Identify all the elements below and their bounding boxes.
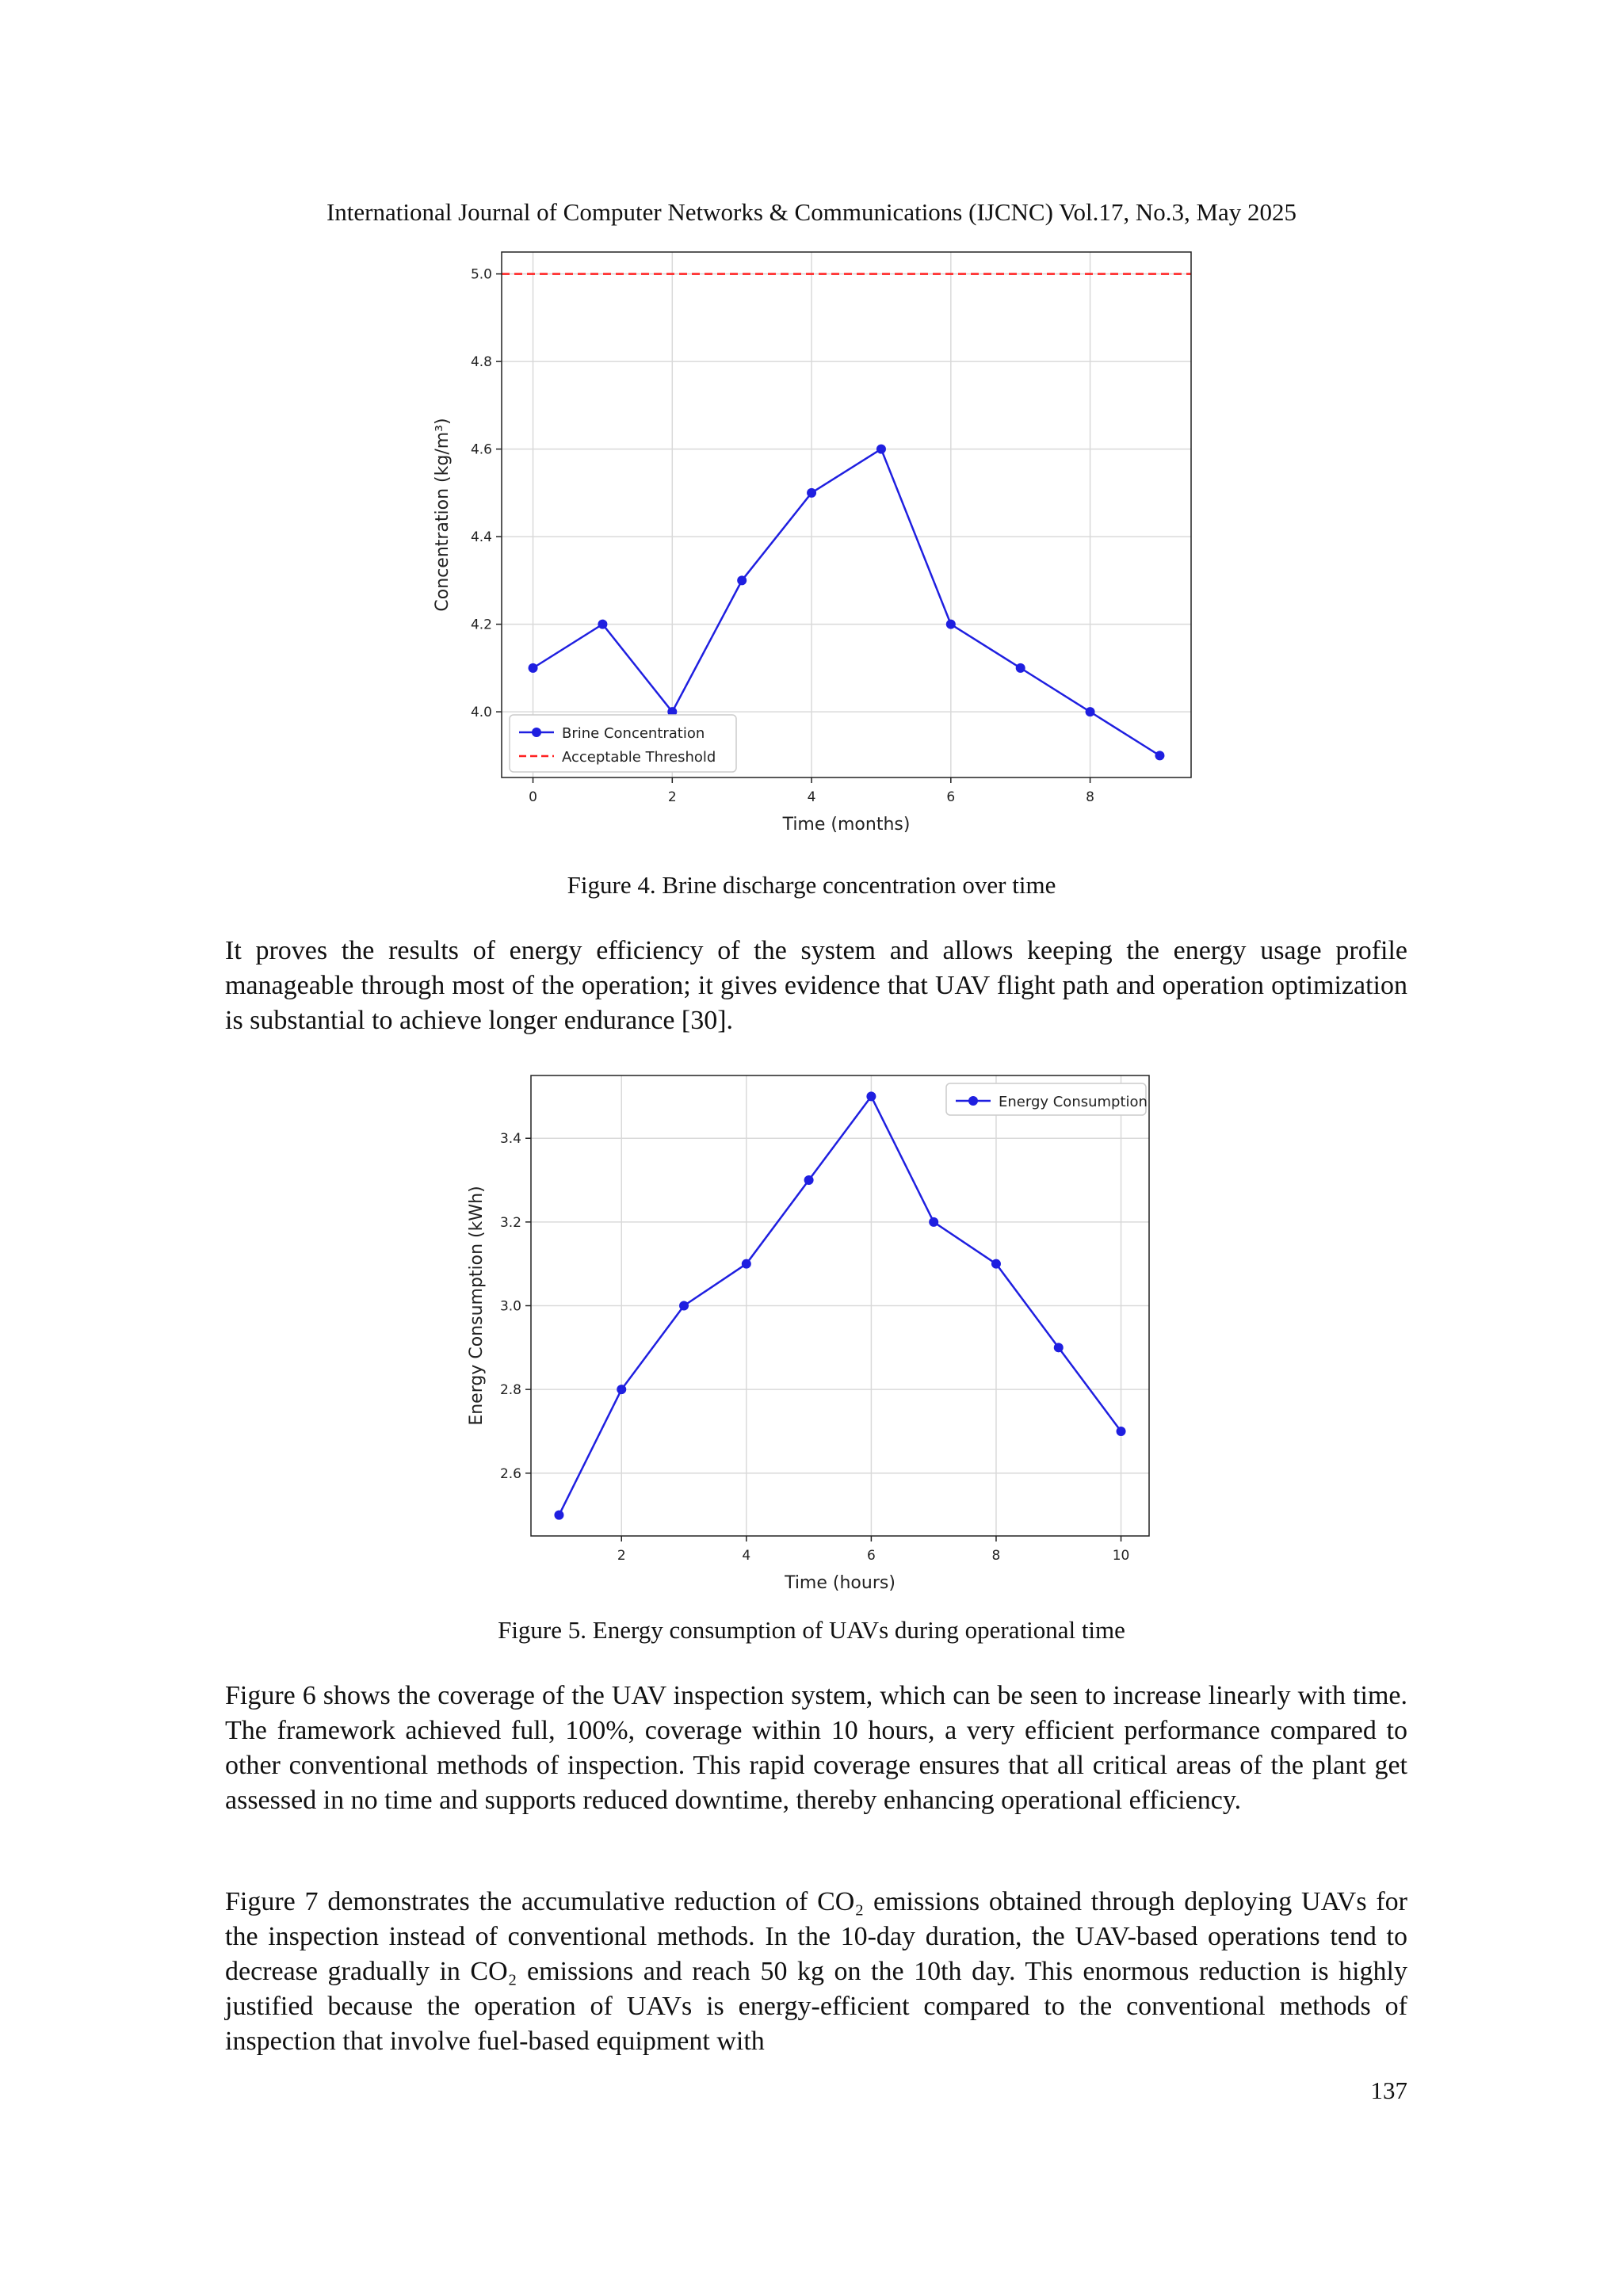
- data-point: [679, 1301, 689, 1311]
- y-axis-label: Concentration (kg/m³): [433, 418, 453, 612]
- legend-swatch-marker: [532, 728, 541, 737]
- y-tick-label: 3.2: [499, 1214, 521, 1231]
- x-tick-label: 2: [617, 1548, 626, 1564]
- data-point: [598, 620, 607, 629]
- x-tick-label: 2: [667, 789, 677, 805]
- data-point: [1117, 1427, 1126, 1436]
- data-point: [807, 488, 816, 498]
- x-tick-label: 0: [529, 789, 537, 805]
- x-tick-label: 8: [1086, 789, 1094, 805]
- x-tick-label: 4: [807, 789, 816, 805]
- y-tick-label: 4.8: [470, 354, 492, 371]
- y-tick-label: 4.2: [470, 617, 492, 633]
- legend-label: Acceptable Threshold: [562, 749, 716, 766]
- y-tick-label: 2.6: [499, 1465, 521, 1482]
- x-tick-label: 4: [742, 1548, 751, 1564]
- y-tick-label: 2.8: [499, 1382, 521, 1399]
- y-tick-label: 4.0: [470, 705, 492, 721]
- y-tick-label: 3.0: [499, 1298, 521, 1315]
- y-tick-label: 5.0: [470, 266, 492, 283]
- y-tick-label: 4.6: [470, 441, 492, 458]
- x-tick-label: 6: [866, 1548, 876, 1564]
- paragraph-energy-efficiency: [225, 934, 1407, 1038]
- x-tick-label: 8: [991, 1548, 1001, 1564]
- paragraph-coverage: [225, 1679, 1407, 1818]
- data-point: [1155, 751, 1164, 760]
- paragraph-text: Figure 7 demonstrates the accumulative reduction of CO₂ emissions obtained through deploying UAVs for the inspection instead of conventional methods. In the 10-day duration, the UAV-based operations tend to decrease gradually in CO₂ emissions and reach 50 kg on the 10th day. This enormous reduction is highly justified because the operation of UAVs is energy-efficient compared to the conventional methods of inspection that involve fuel-based equipment with: [225, 1887, 1407, 2056]
- data-point: [742, 1259, 751, 1269]
- data-point: [804, 1175, 814, 1185]
- legend-label: Brine Concentration: [562, 725, 705, 742]
- brine-concentration-chart: [428, 242, 1220, 844]
- data-point: [929, 1217, 938, 1227]
- data-point: [866, 1091, 876, 1101]
- data-point: [1054, 1343, 1064, 1352]
- x-tick-label: 10: [1112, 1548, 1130, 1564]
- y-axis-label: Energy Consumption (kWh): [467, 1186, 487, 1426]
- data-point: [1086, 707, 1095, 716]
- y-tick-label: 3.4: [499, 1131, 521, 1148]
- figure5-caption: Figure 5. Energy consumption of UAVs during operational time: [498, 1616, 1125, 1644]
- page-number: 137: [1370, 2076, 1407, 2104]
- data-point: [554, 1511, 563, 1520]
- data-point: [737, 575, 747, 585]
- legend-label: Energy Consumption: [999, 1094, 1148, 1110]
- journal-header: International Journal of Computer Networks & Communications (IJCNC) Vol.17, No.3, May 2025: [326, 198, 1297, 226]
- paragraph-co2-reduction: [225, 1885, 1407, 2059]
- x-tick-label: 6: [946, 789, 956, 805]
- data-point: [876, 445, 886, 454]
- y-tick-label: 4.4: [470, 529, 492, 546]
- x-axis-label: Time (hours): [785, 1573, 896, 1593]
- figure4-caption: Figure 4. Brine discharge concentration over time: [567, 871, 1056, 899]
- energy-consumption-chart: [460, 1066, 1173, 1593]
- data-point: [617, 1385, 626, 1394]
- data-point: [991, 1259, 1001, 1269]
- x-axis-label: Time (months): [782, 815, 911, 835]
- data-point: [1016, 663, 1025, 673]
- data-point: [529, 663, 538, 673]
- paragraph-text: Figure 6 shows the coverage of the UAV inspection system, which can be seen to increase linearly with time. The framework achieved full, 100%, coverage within 10 hours, a very efficient performance compared to other conventional methods of inspection. This rapid coverage ensures that all critical areas of the plant get assessed in no time and supports reduced downtime, thereby enhancing operational efficiency.: [225, 1681, 1407, 1815]
- data-point: [946, 620, 956, 629]
- paragraph-text: It proves the results of energy efficiency of the system and allows keeping the energy usage profile manageable through most of the operation; it gives evidence that UAV flight path and operation optimization is substantial to achieve longer endurance [30].: [225, 936, 1407, 1035]
- legend-swatch-marker: [968, 1096, 978, 1106]
- plot-background: [502, 252, 1191, 777]
